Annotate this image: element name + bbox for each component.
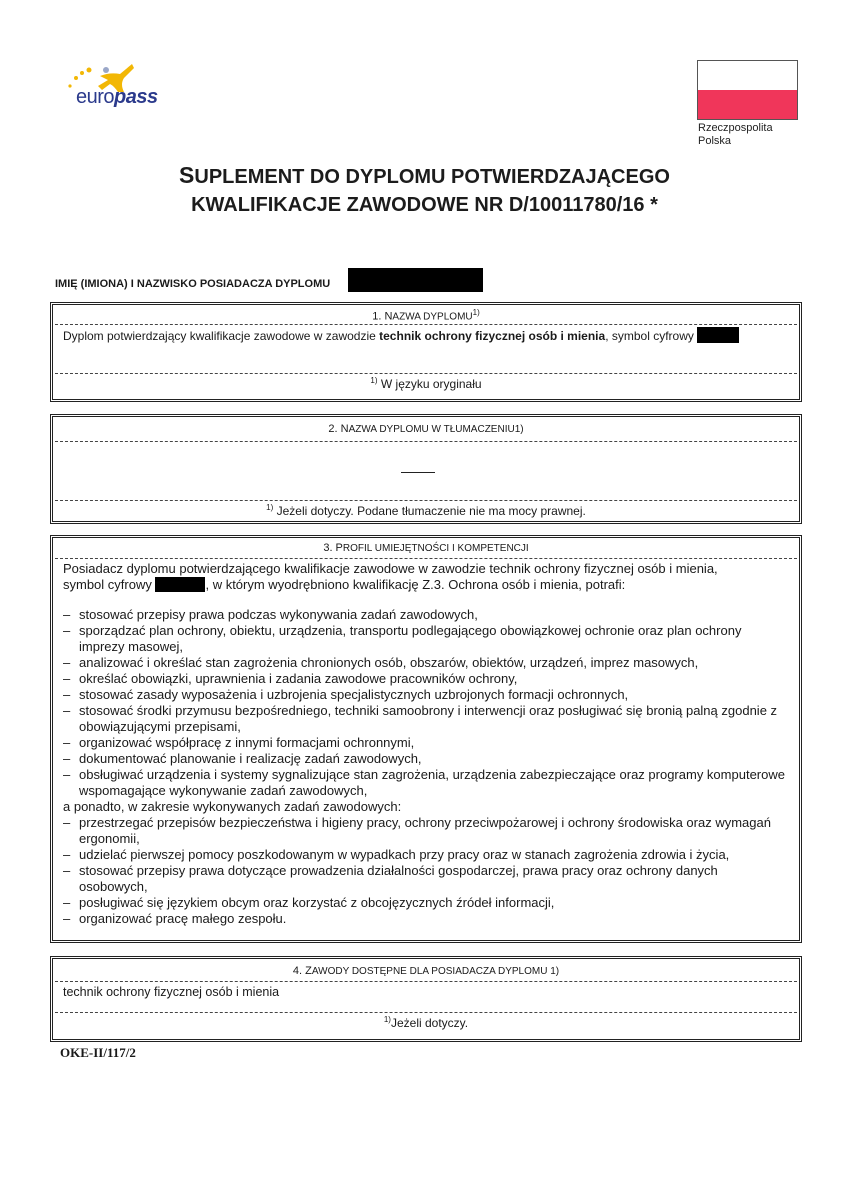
skill-item: – stosować środki przymusu bezpośredniego, techniki samoobrony i interwencji oraz posługiwać się bronią palną zgodnie z obowiązującymi przepisami, (63, 703, 789, 735)
redacted-symbol (697, 327, 739, 343)
section-diploma-name (50, 302, 802, 402)
translated-name-value (53, 442, 799, 500)
skill-item: – obsługiwać urządzenia i systemy sygnalizujące stan zagrożenia, urządzenia zabezpieczające oraz programy komputerowe wspomagające wykonywanie zadań zawodowych, (63, 767, 789, 799)
skill-item: – udzielać pierwszej pomocy poszkodowanym w wypadkach przy pracy oraz w stanach zagrożenia zdrowia i życia, (63, 847, 789, 863)
document-title-line2: KWALIFIKACJE ZAWODOWE NR D/10011780/16 * (191, 194, 658, 216)
logo-euro: euro (76, 86, 115, 108)
document-title-line1: SUPLEMENT DO DYPLOMU POTWIERDZAJĄCEGO (179, 162, 670, 188)
skills-list (63, 607, 789, 799)
polish-flag-icon (697, 60, 798, 120)
skills-body: Posiadacz dyplomu potwierdzającego kwalifikacje zawodowe w zawodzie technik ochrony fizycznej osób i mienia, symbol cyfrowy , w którym wyodrębniono kwalifikację Z.3. Ochrona osób i mienia, potrafi: – stosować przepisy prawa podczas wykonywania zadań zawodowych, – sporządzać plan ochrony, obiektu, urządzenia, transportu podlegającego obowiązkowej ochronie oraz plan ochrony imprezy masowej, – analizować i określać stan zagrożenia chronionych osób, obszarów, obiektów, urządzeń, imprez masowych, – określać obowiązki, uprawnienia i zadania zawodowe pracowników ochrony, – stosować zasady wyposażenia i uzbrojenia specjalistycznych uzbrojonych formacji ochronnych, – stosować środki przymusu bezpośredniego, techniki samoobrony i interwencji oraz posługiwać się bronią palną zgodnie z obowiązującymi przepisami, – organizować współpracę z innymi formacjami ochronnymi, – dokumentować planowanie i realizację zadań zawodowych, – obsługiwać urządzenia i systemy sygnalizujące stan zagrożenia, urządzenia zabezpieczające oraz programy komputerowe wspomagające wykonywanie zadań zawodowych, a ponadto, w zakresie wykonywanych zadań zawodowych: – przestrzegać przepisów bezpieczeństwa i higieny pracy, ochrony przeciwpożarowej i ochrony środowiska oraz wymagań ergonomii, – udzielać pierwszej pomocy poszkodowanym w wypadkach przy pracy oraz w stanach zagrożenia zdrowia i życia, – stosować przepisy prawa dotyczące prowadzenia działalności gospodarczej, prawa pracy oraz ochrony danych osobowych, – posługiwać się językiem obcym oraz korzystać z obcojęzycznych źródeł informacji, – organizować pracę małego zespołu. (53, 559, 799, 929)
skill-item: – organizować współpracę z innymi formacjami ochronnymi, (63, 735, 789, 751)
section-heading: 2. NAZWA DYPLOMU W TŁUMACZENIU1) (328, 423, 524, 435)
redacted-holder-name (348, 268, 483, 292)
redacted-symbol (155, 577, 205, 592)
section-translated-name (50, 414, 802, 524)
skill-item: – analizować i określać stan zagrożenia chronionych osób, obszarów, obiektów, urządzeń, imprez masowych, (63, 655, 789, 671)
skill-item: – organizować pracę małego zespołu. (63, 911, 789, 927)
section-heading: 1. NAZWA DYPLOMU$^{1)}$ (372, 308, 480, 323)
logo-pass: pass (114, 86, 158, 108)
diploma-name-value: Dyplom potwierdzający kwalifikacje zawodowe w zawodzie technik ochrony fizycznej osób i mienia, symbol cyfrowy (53, 325, 799, 373)
form-code: OKE-II/117/2 (60, 1045, 136, 1060)
skill-item: – stosować przepisy prawa podczas wykonywania zadań zawodowych, (63, 607, 789, 623)
skill-item: – określać obowiązki, uprawnienia i zadania zawodowe pracowników ochrony, (63, 671, 789, 687)
section-footnote: $^{1)}$ W języku oryginału (370, 376, 482, 391)
additional-skills-intro: a ponadto, w zakresie wykonywanych zadań zawodowych: (63, 799, 402, 814)
holder-label: IMIĘ (IMIONA) I NAZWISKO POSIADACZA DYPLOMU (55, 278, 331, 290)
section-footnote: $^{1)}$ Jeżeli dotyczy. Podane tłumaczenie nie ma mocy prawnej. (266, 503, 586, 518)
section-heading: 4. ZAWODY DOSTĘPNE DLA POSIADACZA DYPLOMU 1) (292, 965, 560, 977)
additional-skills-list (63, 815, 789, 927)
skill-item: – przestrzegać przepisów bezpieczeństwa i higieny pracy, ochrony przeciwpożarowej i ochrony środowiska oraz wymagań ergonomii, (63, 815, 789, 847)
occupation-value: technik ochrony fizycznej osób i mienia (63, 985, 280, 999)
skill-item: – stosować przepisy prawa dotyczące prowadzenia działalności gospodarczej, prawa pracy oraz ochrony danych osobowych, (63, 863, 789, 895)
section-footnote: $^{1)}$Jeżeli dotyczy. (383, 1015, 469, 1030)
skill-item: – dokumentować planowanie i realizację zadań zawodowych, (63, 751, 789, 767)
section-available-occupations (50, 956, 802, 1042)
europass-logo (62, 62, 172, 122)
section-heading: 3. PROFIL UMIEJĘTNOŚCI I KOMPETENCJI (323, 542, 529, 554)
skill-item: – stosować zasady wyposażenia i uzbrojenia specjalistycznych uzbrojonych formacji ochronnych, (63, 687, 789, 703)
empty-placeholder-line (401, 472, 435, 473)
flag-caption: Rzeczpospolita Polska (698, 122, 773, 147)
section-skills-profile (50, 535, 802, 943)
skill-item: – sporządzać plan ochrony, obiektu, urządzenia, transportu podlegającego obowiązkowej ochronie oraz plan ochrony imprezy masowej, (63, 623, 789, 655)
skill-item: – posługiwać się językiem obcym oraz korzystać z obcojęzycznych źródeł informacji, (63, 895, 789, 911)
